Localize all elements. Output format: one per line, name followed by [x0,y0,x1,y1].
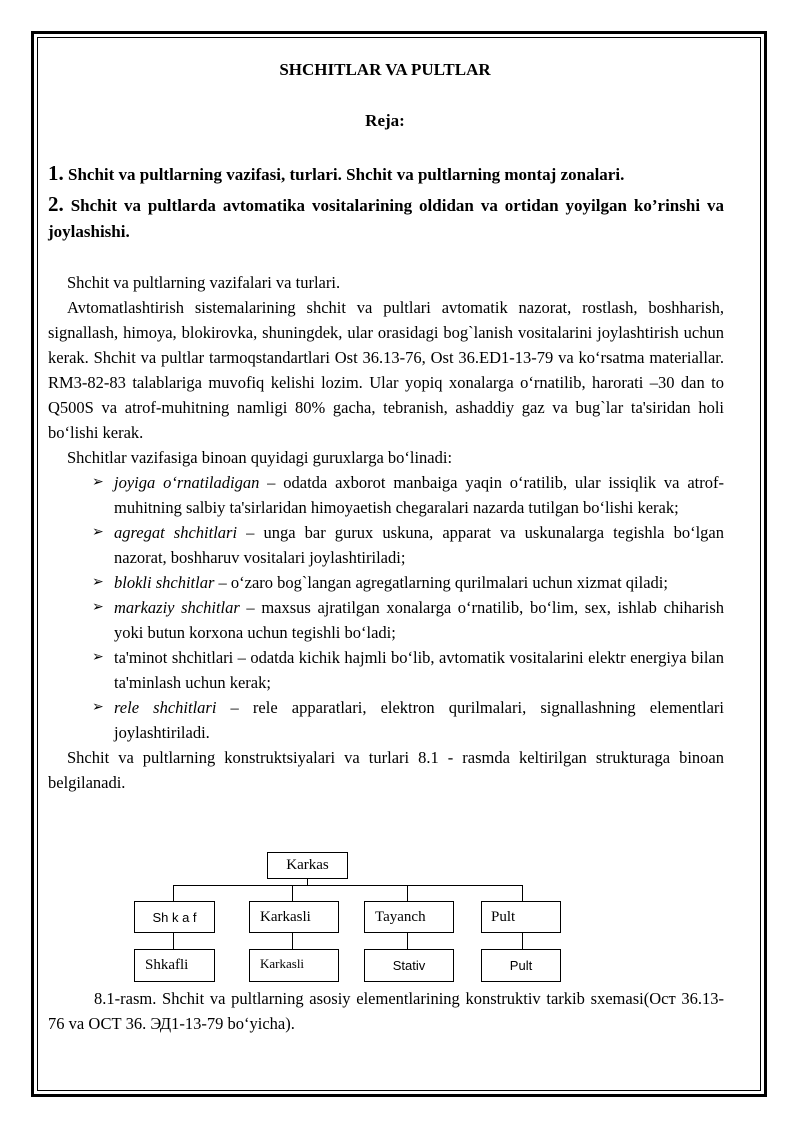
connector-line [522,885,523,901]
list-item [48,570,724,595]
bullet-arrow-icon: ➢ [92,475,104,490]
list-item [48,695,724,745]
list-item-term: rele shchitlari [114,698,217,717]
list-item-term: markaziy shchitlar [114,598,240,617]
list-item [48,645,724,695]
diagram-node-root: Karkas [267,852,348,879]
bullet-arrow-icon: ➢ [92,575,104,590]
diagram-node: Stativ [364,949,454,982]
connector-line [292,933,293,949]
plan-item-2 [48,191,724,245]
diagram-node: Karkasli [249,901,339,933]
plan-item-number: 2. [48,192,64,216]
paragraph-subtitle: Shchit va pultlarning vazifalari va turlari. [67,273,341,292]
figure-caption [48,986,724,1036]
list-item-text: ta'minot shchitlari – odatda kichik hajmli bo‘lib, avtomatik vositalarini elektr energiya bilan ta'minlash uchun kerak; [114,648,724,692]
diagram-node: Sh k a f [134,901,215,933]
connector-line [173,885,523,886]
paragraph-groups: Shchitlar vazifasiga binoan quyidagi guruxlarga bo‘linadi: [67,448,453,467]
diagram-node: Karkasli [249,949,339,982]
connector-line [292,885,293,901]
list-item-text: – rele apparatlari, elektron qurilmalari, signallashning elementlari joylashtiriladi. [114,698,724,742]
diagram-node: Pult [481,949,561,982]
connector-line [407,885,408,901]
connector-line [173,885,174,901]
plan-item-number: 1. [48,161,64,185]
bullet-arrow-icon: ➢ [92,700,104,715]
diagram-node: Shkafli [134,949,215,982]
connector-line [522,933,523,949]
plan-item-text: Shchit va pultlarning vazifasi, turlari. Shchit va pultlarning montaj zonalari. [63,165,625,184]
list-item-term: joyiga o‘rnatiladigan [114,473,260,492]
list-item-text: – o‘zaro bog`langan agregatlarning qurilmalari uchun xizmat qiladi; [214,573,668,592]
list-item-text: – maxsus ajratilgan xonalarga o‘rnatilib, bo‘lim, sex, ishlab chiharish yoki butun korxona uchun tegishli bo‘ladi; [114,598,724,642]
bullet-arrow-icon: ➢ [92,525,104,540]
diagram-node: Pult [481,901,561,933]
list-item [48,470,724,520]
plan-heading: Reja: [365,111,405,130]
document-title: SHCHITLAR VA PULTLAR [279,60,491,79]
document-body [48,270,724,795]
list-item [48,520,724,570]
plan-item-1 [48,160,724,188]
list-item [48,595,724,645]
list-item-term: agregat shchitlari [114,523,238,542]
paragraph-structure: Shchit va pultlarning konstruktsiyalari va turlari 8.1 - rasmda keltirilgan strukturaga binoan belgilanadi. [48,748,724,792]
connector-line [173,933,174,949]
paragraph-intro: Avtomatlashtirish sistemalarining shchit va pultlari avtomatik nazorat, rostlash, boshharish, signallash, himoya, blokirovka, shuningdek, ular orasidagi bog`lanish vositalarini joylashtirish uchun kerak. Shchit va pultlar tarmoqstandartlari Ost 36.13-76, Ost 36.ED1-13-79 va ko‘rsatma materiallar. RM3-82-83 talablariga muvofiq kelishi lozim. Ular yopiq xonalarga o‘rnatilib, harorati –30 dan to Q500S va atrof-muhitning namligi 80% gacha, tebranish, ashaddiy gaz va bug`lar ta'siridan holi bo‘lishi kerak. [48,298,724,442]
list-item-text: – odatda axborot manbaiga yaqin o‘ratilib, ular issiqlik va atrof-muhitning salbiy ta'sirlaridan himoyaetish chegaralari nazarda tutilgan bo‘lishi kerak; [114,473,724,517]
bullet-arrow-icon: ➢ [92,600,104,615]
bullet-arrow-icon: ➢ [92,650,104,665]
diagram-node: Tayanch [364,901,454,933]
list-item-text: – unga bar gurux uskuna, apparat va uskunalarga tegishla bo‘lgan nazorat, boshharuv vositalari joylashtiriladi; [114,523,724,567]
list-item-term: blokli shchitlar [114,573,215,592]
plan-item-text: Shchit va pultlarda avtomatika vositalarining oldidan va ortidan yoyilgan ko’rinshi va joylashishi. [48,196,724,241]
connector-line [407,933,408,949]
figure-caption-text: 8.1-rasm. Shchit va pultlarning asosiy elementlarining konstruktiv tarkib sxemasi(Ост 36.13-76 va ОСТ 36. ЭД1-13-79 bo‘yicha). [48,989,724,1033]
